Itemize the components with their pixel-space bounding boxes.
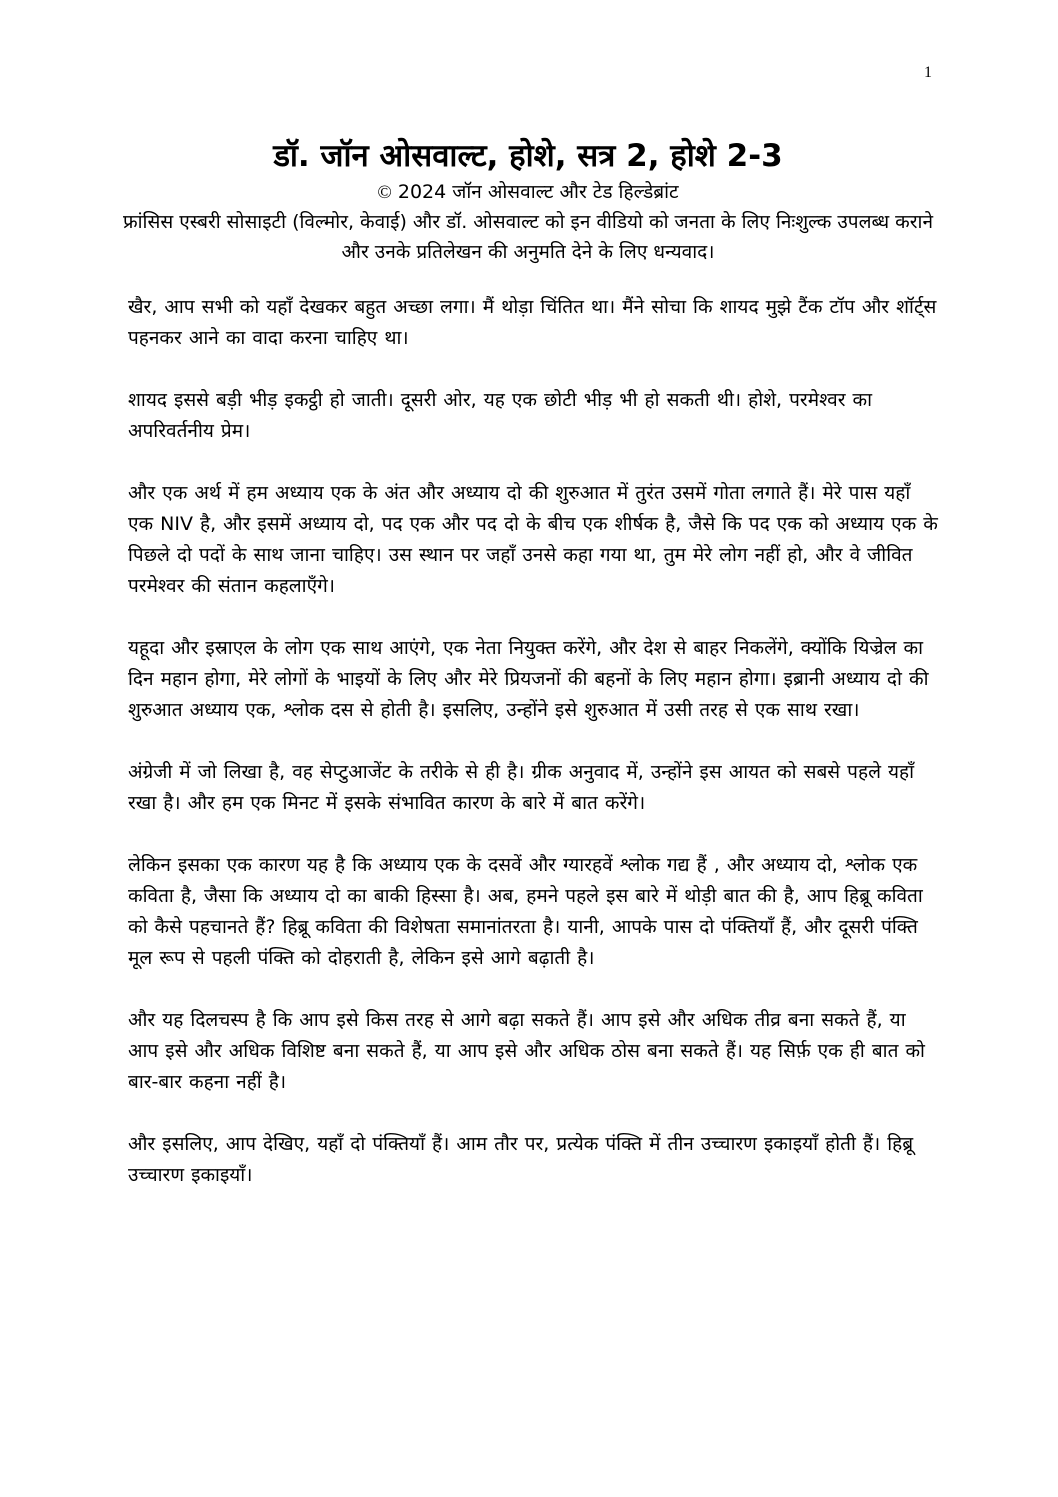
paragraph: अंग्रेजी में जो लिखा है, वह सेप्टुआजेंट के तरीके से ही है। ग्रीक अनुवाद में, उन्होंने इस आयत को सबसे पहले यहाँ रखा है। और हम एक मिनट में इसके संभावित कारण के बारे में बात करेंगे।	[128, 761, 915, 814]
paragraph: खैर, आप सभी को यहाँ देखकर बहुत अच्छा लगा। मैं थोड़ा चिंतित था। मैंने सोचा कि शायद मुझे टैंक टॉप और शॉर्ट्स पहनकर आने का वादा करना चाहिए था।	[128, 296, 937, 349]
paragraph: और इसलिए, आप देखिए, यहाँ दो पंक्तियाँ हैं। आम तौर पर, प्रत्येक पंक्ति में तीन उच्चारण इकाइयाँ होती हैं। हिब्रू उच्चारण इकाइयाँ।	[128, 1133, 914, 1186]
transcript-body	[128, 292, 942, 1222]
paragraph: यहूदा और इस्राएल के लोग एक साथ आएंगे, एक नेता नियुक्त करेंगे, और देश से बाहर निकलेंगे, क्योंकि यिज्रेल का दिन महान होगा, मेरे लोगों के भाइयों के लिए और मेरे प्रियजनों की बहनों के लिए महान होगा। इब्रानी अध्याय दो की शुरुआत अध्याय एक, श्लोक दस से होती है। इसलिए, उन्होंने इसे शुरुआत में उसी तरह से एक साथ रखा।	[128, 637, 929, 721]
paragraph: लेकिन इसका एक कारण यह है कि अध्याय एक के दसवें और ग्यारहवें श्लोक गद्य हैं , और अध्याय दो, श्लोक एक कविता है, जैसा कि अध्याय दो का बाकी हिस्सा है। अब, हमने पहले इस बारे में थोड़ी बात की है, आप हिब्रू कविता को कैसे पहचानते हैं? हिब्रू कविता की विशेषता समानांतरता है। यानी, आपके पास दो पंक्तियाँ हैं, और दूसरी पंक्ति मूल रूप से पहली पंक्ति को दोहराती है, लेकिन इसे आगे बढ़ाती है।	[128, 854, 923, 969]
paragraph: शायद इससे बड़ी भीड़ इकट्ठी हो जाती। दूसरी ओर, यह एक छोटी भीड़ भी हो सकती थी। होशे, परमेश्वर का अपरिवर्तनीय प्रेम।	[128, 389, 873, 442]
copyright-line	[118, 178, 938, 207]
document-title: डॉ. जॉन ओसवाल्ट, होशे, सत्र 2, होशे 2-3	[273, 138, 783, 174]
copyright-symbol: ©	[377, 182, 392, 203]
copyright-text: 2024 जॉन ओसवाल्ट और टेड हिल्डेब्रांट	[391, 181, 679, 203]
acknowledgement: फ्रांसिस एस्बरी सोसाइटी (विल्मोर, केवाई) और डॉ. ओसवाल्ट को इन वीडियो को जनता के लिए निःशुल्क उपलब्ध कराने और उनके प्रतिलेखन की अनुमति देने के लिए धन्यवाद।	[122, 211, 933, 263]
paragraph: और एक अर्थ में हम अध्याय एक के अंत और अध्याय दो की शुरुआत में तुरंत उसमें गोता लगाते हैं। मेरे पास यहाँ एक NIV है, और इसमें अध्याय दो, पद एक और पद दो के बीच एक शीर्षक है, जैसे कि पद एक को अध्याय एक के पिछले दो पदों के साथ जाना चाहिए। उस स्थान पर जहाँ उनसे कहा गया था, तुम मेरे लोग नहीं हो, और वे जीवित परमेश्वर की संतान कहलाएँगे।	[128, 482, 938, 597]
document-header	[118, 134, 938, 267]
paragraph: और यह दिलचस्प है कि आप इसे किस तरह से आगे बढ़ा सकते हैं। आप इसे और अधिक तीव्र बना सकते हैं, या आप इसे और अधिक विशिष्ट बना सकते हैं, या आप इसे और अधिक ठोस बना सकते हैं। यह सिर्फ़ एक ही बात को बार-बार कहना नहीं है।	[128, 1009, 925, 1093]
page-number: 1	[924, 64, 932, 81]
